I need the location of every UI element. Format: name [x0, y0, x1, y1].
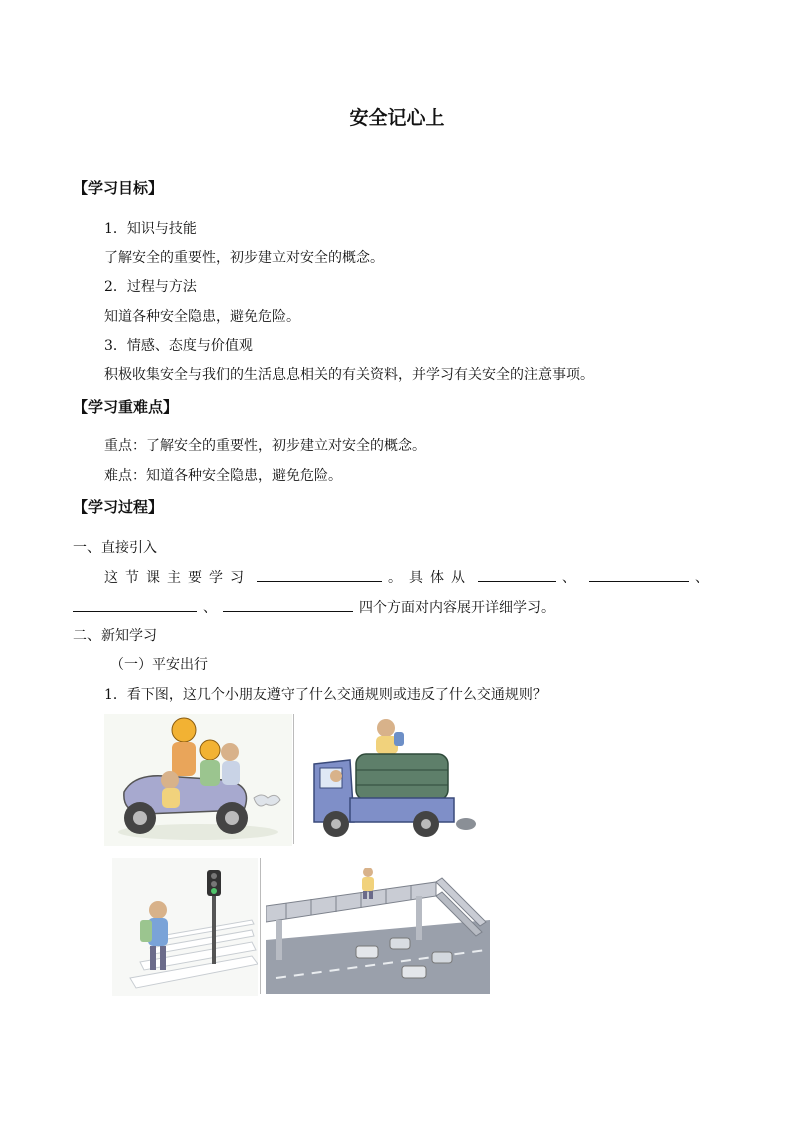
illustration-overpass — [266, 868, 490, 994]
section-heading-process: 【学习过程】 — [73, 498, 164, 516]
fill-text-a: 这节课主要学习 — [104, 570, 251, 586]
goal-item-4: 知道各种安全隐患，避免危险。 — [104, 309, 300, 325]
goal-item-1: 1．知识与技能 — [104, 221, 197, 237]
fill-text-b: 。具体从 — [388, 570, 472, 586]
goal-item-3: 2．过程与方法 — [104, 279, 197, 295]
part2-subtitle: （一）平安出行 — [110, 657, 208, 673]
illustration-crosswalk — [112, 858, 258, 996]
part2-title: 二、新知学习 — [73, 628, 157, 644]
blank-1[interactable] — [257, 567, 382, 582]
goal-item-2: 了解安全的重要性，初步建立对安全的概念。 — [104, 250, 384, 266]
section-heading-key-points: 【学习重难点】 — [73, 398, 179, 416]
blank-3[interactable] — [589, 567, 689, 582]
page-title: 安全记心上 — [349, 107, 445, 129]
illustration-scooter-kids — [104, 714, 292, 846]
part1-title: 一、直接引入 — [73, 540, 157, 556]
fill-sep-2: 、 — [695, 570, 709, 586]
blank-2[interactable] — [478, 567, 556, 582]
fill-in-line-1 — [104, 567, 709, 588]
goal-item-6: 积极收集安全与我们的生活息息相关的有关资料，并学习有关安全的注意事项。 — [104, 367, 594, 383]
fill-line-end: 四个方面对内容展开详细学习。 — [359, 600, 555, 616]
section-heading-goals: 【学习目标】 — [73, 179, 164, 197]
fill-sep-1: 、 — [562, 570, 583, 586]
question-1: 1．看下图，这几个小朋友遵守了什么交通规则或违反了什么交通规则？ — [104, 687, 547, 703]
blank-5[interactable] — [223, 597, 353, 612]
image-divider-2 — [260, 858, 261, 994]
key-point-1: 重点：了解安全的重要性，初步建立对安全的概念。 — [104, 438, 426, 454]
key-point-2: 难点：知道各种安全隐患，避免危险。 — [104, 468, 342, 484]
blank-4[interactable] — [73, 597, 197, 612]
image-divider-1 — [293, 714, 294, 844]
fill-in-line-2 — [73, 597, 555, 618]
fill-sep-3: 、 — [203, 600, 217, 616]
illustration-truck — [306, 714, 478, 840]
goal-item-5: 3．情感、态度与价值观 — [104, 338, 253, 354]
